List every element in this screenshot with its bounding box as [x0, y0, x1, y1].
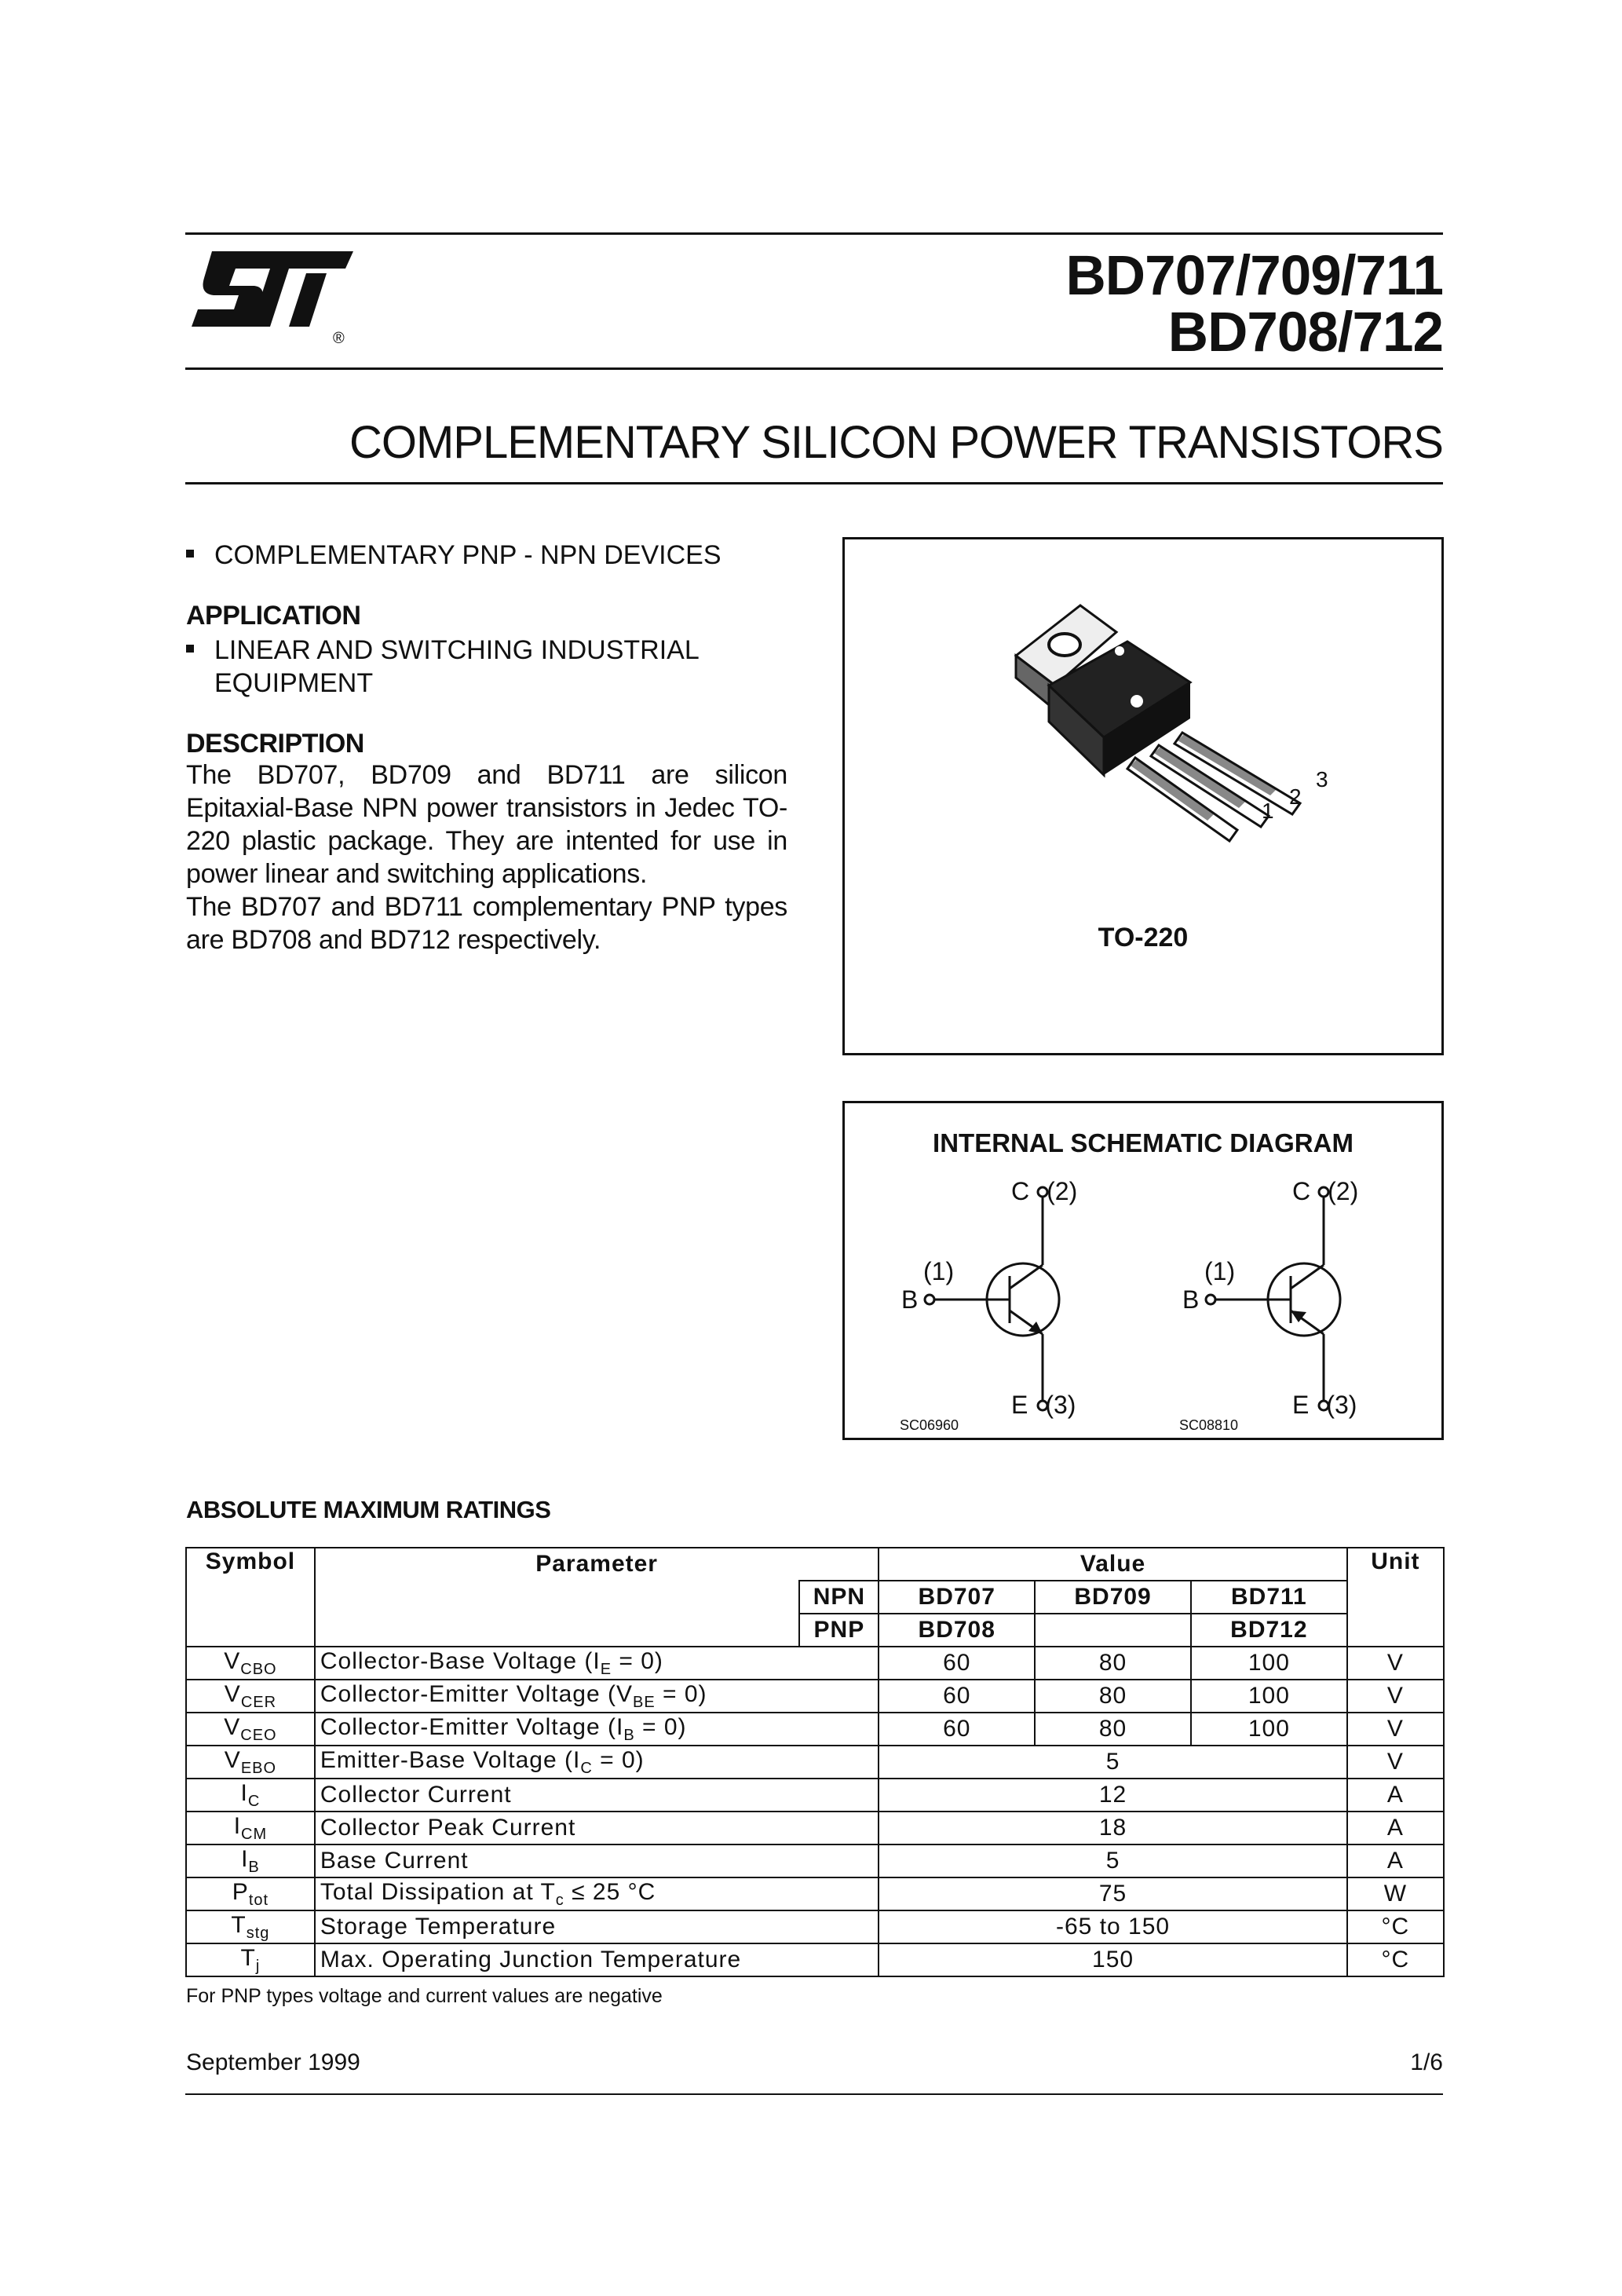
title-rule — [185, 482, 1443, 484]
npn-emitter-letter: E — [1011, 1391, 1028, 1419]
parameter-subscript: C — [580, 1759, 593, 1777]
symbol-subscript: j — [255, 1957, 261, 1975]
parameter-subscript: E — [600, 1660, 612, 1678]
schematic-box — [842, 1101, 1444, 1440]
npn-part-2: BD709 — [1035, 1581, 1191, 1614]
symbol-cell — [186, 1943, 315, 1976]
pnp-label: PNP — [799, 1614, 879, 1647]
registered-mark: ® — [333, 330, 345, 347]
npn-collector-pin: (2) — [1047, 1177, 1078, 1205]
parameter-tail: ≤ 25 °C — [564, 1878, 656, 1905]
description-para1: The BD707, BD709 and BD711 are silicon Epitaxial-Base NPN power transistors in Jedec TO-220 plastic package. They are intented for use in power linear and switching applications. — [186, 760, 787, 889]
parameter-cell — [315, 1746, 879, 1779]
bullet-square-icon — [186, 550, 194, 558]
symbol-cell — [186, 1713, 315, 1746]
symbol-letter: I — [240, 1779, 248, 1806]
header-rule-top — [185, 232, 1443, 235]
symbol-letter: T — [240, 1944, 256, 1971]
pnp-part-3: BD712 — [1191, 1614, 1347, 1647]
symbol-subscript: CEO — [240, 1726, 277, 1744]
table-row — [186, 1680, 1444, 1713]
unit-cell: °C — [1347, 1910, 1444, 1943]
pnp-base-pin: (1) — [1204, 1257, 1236, 1285]
value-cell: 60 — [879, 1680, 1035, 1713]
value-cell: 150 — [879, 1943, 1346, 1976]
symbol-cell — [186, 1844, 315, 1877]
table-row — [186, 1647, 1444, 1680]
npn-collector-letter: C — [1011, 1177, 1030, 1205]
value-cell: 80 — [1035, 1647, 1191, 1680]
page-number: 1/6 — [1410, 2049, 1443, 2075]
description-heading: DESCRIPTION — [186, 729, 364, 759]
parameter-text: Collector-Base Voltage (I — [320, 1647, 601, 1674]
value-cell: 60 — [879, 1713, 1035, 1746]
npn-diagram-code: SC06960 — [900, 1417, 959, 1433]
col-symbol: Symbol — [186, 1548, 315, 1647]
table-row — [186, 1910, 1444, 1943]
symbol-letter: V — [224, 1713, 241, 1740]
pnp-collector-label — [1292, 1177, 1358, 1206]
pnp-collector-pin: (2) — [1328, 1177, 1359, 1205]
pnp-emitter-pin: (3) — [1326, 1391, 1357, 1419]
parameter-text: Collector Peak Current — [320, 1815, 576, 1841]
symbol-letter: V — [224, 1647, 241, 1674]
parameter-subscript: c — [555, 1891, 564, 1909]
pin2-label: 2 — [1289, 784, 1302, 809]
table-row — [186, 1943, 1444, 1976]
spacer-cell — [315, 1581, 800, 1614]
value-cell: 18 — [879, 1812, 1346, 1844]
symbol-cell — [186, 1647, 315, 1680]
value-cell: 12 — [879, 1779, 1346, 1812]
pnp-emitter-label — [1292, 1391, 1357, 1420]
part-numbers-line2: BD708/712 — [1167, 302, 1443, 364]
symbol-letter: P — [232, 1878, 249, 1905]
value-cell: -65 to 150 — [879, 1910, 1346, 1943]
symbol-subscript: stg — [246, 1924, 270, 1942]
symbol-cell — [186, 1877, 315, 1910]
parameter-cell — [315, 1910, 879, 1943]
parameter-cell — [315, 1812, 879, 1844]
value-cell: 100 — [1191, 1713, 1347, 1746]
parameter-text: Base Current — [320, 1848, 469, 1874]
unit-cell: V — [1347, 1647, 1444, 1680]
npn-base-pin: (1) — [923, 1257, 955, 1285]
parameter-cell — [315, 1713, 879, 1746]
unit-cell: A — [1347, 1812, 1444, 1844]
parameter-cell — [315, 1844, 879, 1877]
symbol-letter: V — [224, 1746, 241, 1773]
symbol-subscript: tot — [248, 1891, 269, 1909]
parameter-text: Collector-Emitter Voltage (I — [320, 1713, 624, 1740]
part-numbers-line1: BD707/709/711 — [1065, 245, 1443, 307]
col-parameter: Parameter — [315, 1548, 879, 1581]
application-line1: LINEAR AND SWITCHING INDUSTRIAL — [214, 635, 700, 665]
unit-cell: W — [1347, 1877, 1444, 1910]
pnp-base-letter: B — [1182, 1285, 1200, 1314]
parameter-text: Collector Current — [320, 1782, 512, 1808]
npn-base-letter: B — [901, 1285, 919, 1314]
symbol-letter: T — [231, 1911, 247, 1938]
col-value: Value — [879, 1548, 1346, 1581]
pin3-label: 3 — [1316, 767, 1328, 792]
symbol-subscript: EBO — [240, 1759, 277, 1777]
value-cell: 80 — [1035, 1680, 1191, 1713]
npn-part-3: BD711 — [1191, 1581, 1347, 1614]
pnp-row — [186, 1614, 1444, 1647]
parameter-subscript: B — [623, 1726, 635, 1744]
description-body — [186, 759, 787, 956]
package-label: TO-220 — [1098, 923, 1189, 952]
parameter-text: Storage Temperature — [320, 1914, 557, 1940]
symbol-cell — [186, 1812, 315, 1844]
value-cell: 60 — [879, 1647, 1035, 1680]
parameter-tail: = 0) — [612, 1647, 663, 1674]
parameter-cell — [315, 1680, 879, 1713]
unit-cell: V — [1347, 1680, 1444, 1713]
value-cell: 100 — [1191, 1680, 1347, 1713]
pnp-transistor-symbol — [845, 1103, 1441, 1438]
footer-date: September 1999 — [186, 2049, 360, 2075]
symbol-letter: V — [224, 1680, 241, 1707]
parameter-cell — [315, 1877, 879, 1910]
symbol-cell — [186, 1910, 315, 1943]
application-line2: EQUIPMENT — [214, 668, 374, 698]
parameter-text: Emitter-Base Voltage (I — [320, 1746, 581, 1773]
table-row — [186, 1779, 1444, 1812]
parameter-tail: = 0) — [655, 1680, 707, 1707]
parameter-cell — [315, 1779, 879, 1812]
unit-cell: °C — [1347, 1943, 1444, 1976]
pnp-part-1: BD708 — [879, 1614, 1035, 1647]
application-heading: APPLICATION — [186, 601, 361, 631]
value-cell: 80 — [1035, 1713, 1191, 1746]
col-unit: Unit — [1347, 1548, 1444, 1647]
npn-row — [186, 1581, 1444, 1614]
value-cell: 75 — [879, 1877, 1346, 1910]
table-row — [186, 1746, 1444, 1779]
value-cell: 100 — [1191, 1647, 1347, 1680]
pnp-part-2 — [1035, 1614, 1191, 1647]
npn-emitter-pin: (3) — [1045, 1391, 1076, 1419]
header-rule-mid — [185, 367, 1443, 370]
table-row — [186, 1713, 1444, 1746]
value-cell: 5 — [879, 1844, 1346, 1877]
symbol-subscript: B — [248, 1858, 260, 1876]
parameter-subscript: BE — [633, 1693, 656, 1711]
feature-text: COMPLEMENTARY PNP - NPN DEVICES — [214, 540, 721, 570]
parameter-tail: = 0) — [634, 1713, 687, 1740]
page-title: COMPLEMENTARY SILICON POWER TRANSISTORS — [349, 417, 1443, 468]
schematic-heading: INTERNAL SCHEMATIC DIAGRAM — [933, 1128, 1353, 1157]
description-para2: The BD707 and BD711 complementary PNP types are BD708 and BD712 respectively. — [186, 892, 787, 955]
symbol-subscript: CBO — [240, 1660, 277, 1678]
unit-cell: V — [1347, 1746, 1444, 1779]
parameter-text: Total Dissipation at T — [320, 1878, 556, 1905]
symbol-cell — [186, 1746, 315, 1779]
ratings-heading: ABSOLUTE MAXIMUM RATINGS — [186, 1496, 551, 1523]
symbol-subscript: CM — [241, 1825, 268, 1843]
pnp-collector-letter: C — [1292, 1177, 1311, 1205]
package-box — [842, 537, 1444, 1055]
symbol-letter: I — [233, 1812, 242, 1839]
parameter-text: Max. Operating Junction Temperature — [320, 1947, 742, 1972]
to220-package-image — [845, 539, 1441, 1053]
ratings-table — [185, 1547, 1445, 1977]
table-row — [186, 1877, 1444, 1910]
parameter-cell — [315, 1647, 879, 1680]
symbol-subscript: C — [247, 1792, 261, 1810]
npn-part-1: BD707 — [879, 1581, 1035, 1614]
table-note: For PNP types voltage and current values are negative — [186, 1985, 663, 2007]
symbol-subscript: CER — [240, 1693, 277, 1711]
table-row — [186, 1844, 1444, 1877]
footer-rule — [185, 2093, 1443, 2095]
table-row — [186, 1812, 1444, 1844]
symbol-letter: I — [241, 1845, 249, 1872]
unit-cell: A — [1347, 1779, 1444, 1812]
bullet-square-icon — [186, 645, 194, 653]
pnp-diagram-code: SC08810 — [1179, 1417, 1239, 1433]
feature-item — [186, 540, 721, 571]
pin1-label: 1 — [1262, 799, 1274, 823]
unit-cell: V — [1347, 1713, 1444, 1746]
symbol-cell — [186, 1680, 315, 1713]
parameter-tail: = 0) — [592, 1746, 645, 1773]
unit-cell: A — [1347, 1844, 1444, 1877]
parameter-text: Collector-Emitter Voltage (V — [320, 1680, 633, 1707]
table-header-row — [186, 1548, 1444, 1581]
spacer-cell — [315, 1614, 800, 1647]
pnp-emitter-letter: E — [1292, 1391, 1310, 1419]
symbol-cell — [186, 1779, 315, 1812]
parameter-cell — [315, 1943, 879, 1976]
application-item — [186, 634, 700, 700]
value-cell: 5 — [879, 1746, 1346, 1779]
npn-label: NPN — [799, 1581, 879, 1614]
